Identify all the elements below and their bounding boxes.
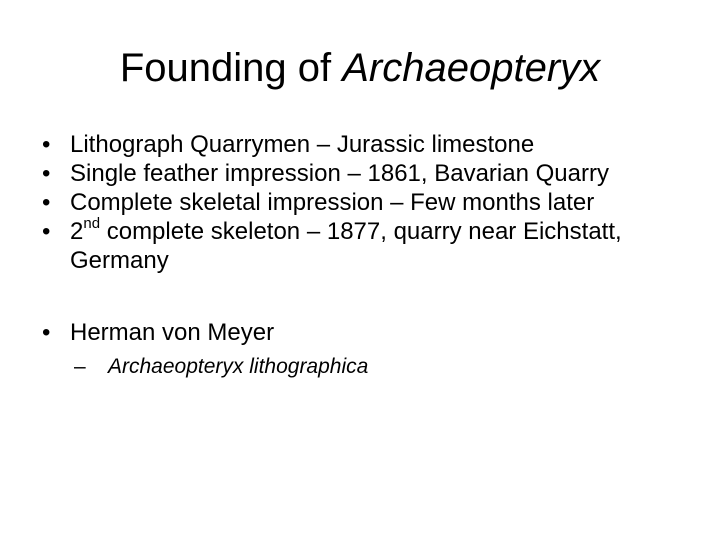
bullet-item: [40, 318, 680, 380]
bullet-text: Single feather impression – 1861, Bavarian Quarry: [70, 160, 609, 187]
sub-bullet-text: Archaeopteryx lithographica: [108, 355, 369, 378]
bullet-item: [40, 217, 680, 275]
bullet-text: Complete skeletal impression – Few months later: [70, 189, 595, 216]
bullet-text: complete skeleton – 1877, quarry near Eichstatt, Germany: [70, 218, 622, 274]
bullet-item: [40, 159, 680, 188]
title-plain: Founding of: [119, 46, 343, 90]
bullet-text: Herman von Meyer: [70, 319, 275, 346]
sub-bullet-dash: –: [74, 355, 86, 378]
bullet-dot: •: [42, 160, 51, 187]
bullet-list: [40, 130, 680, 380]
bullet-prefix: 2: [70, 218, 84, 245]
bullet-superscript: nd: [83, 215, 101, 232]
sub-bullet-list: [70, 354, 680, 380]
bullet-item: [40, 130, 680, 159]
bullet-item: [40, 188, 680, 217]
bullet-dot: •: [42, 319, 51, 346]
bullet-dot: •: [42, 131, 51, 158]
sub-bullet-item: [70, 354, 680, 380]
bullet-text: Lithograph Quarrymen – Jurassic limestone: [70, 131, 535, 158]
title-italic: Archaeopteryx: [342, 46, 601, 90]
slide-title: [0, 42, 720, 94]
bullet-dot: •: [42, 189, 51, 216]
bullet-dot: •: [42, 218, 51, 245]
